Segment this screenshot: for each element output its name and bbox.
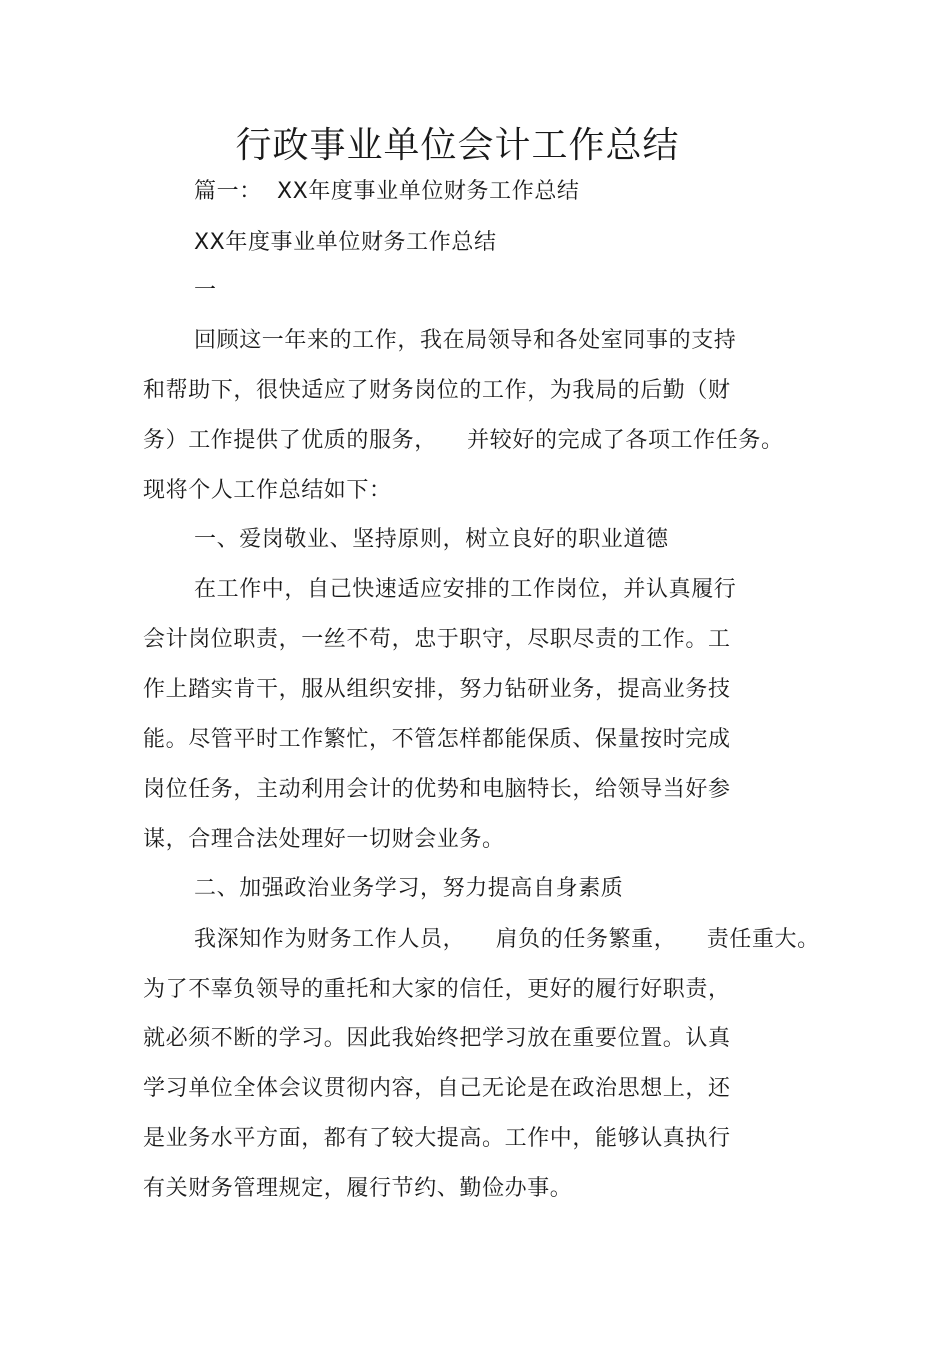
paragraph-line: 会计岗位职责，一丝不苟，忠于职守，尽职尽责的工作。工: [143, 627, 731, 652]
paragraph-line: 就必须不断的学习。因此我始终把学习放在重要位置。认真: [143, 1026, 731, 1051]
paragraph-line: 是业务水平方面，都有了较大提高。工作中，能够认真执行: [143, 1126, 731, 1151]
paragraph-line: 为了不辜负领导的重托和大家的信任，更好的履行好职责，: [143, 977, 731, 1002]
paragraph-line: 岗位任务，主动利用会计的优势和电脑特长，给领导当好参: [143, 777, 731, 802]
chapter-heading: 篇一： XX年度事业单位财务工作总结: [194, 179, 580, 204]
paragraph-line: 能。尽管平时工作繁忙，不管怎样都能保质、保量按时完成: [143, 727, 731, 752]
paragraph-line: 有关财务管理规定，履行节约、勤俭办事。: [143, 1176, 573, 1201]
paragraph-line: 学习单位全体会议贯彻内容，自己无论是在政治思想上，还: [143, 1076, 731, 1101]
paragraph-line: 回顾这一年来的工作，我在局领导和各处室同事的支持: [194, 328, 737, 353]
paragraph-line: 和帮助下，很快适应了财务岗位的工作，为我局的后勤（财: [143, 378, 731, 403]
paragraph-line: 现将个人工作总结如下：: [143, 478, 392, 503]
document-title: 行政事业单位会计工作总结: [235, 125, 680, 166]
section-title: XX年度事业单位财务工作总结: [194, 230, 497, 255]
paragraph-line: 在工作中，自己快速适应安排的工作岗位，并认真履行: [194, 577, 737, 602]
subsection-heading: 二、加强政治业务学习，努力提高自身素质: [194, 876, 624, 901]
paragraph-line: 我深知作为财务工作人员， 肩负的任务繁重， 责任重大。: [194, 927, 820, 952]
paragraph-line: 作上踏实肯干，服从组织安排，努力钻研业务，提高业务技: [143, 677, 731, 702]
section-number: 一: [194, 278, 217, 303]
paragraph-line: 谋，合理合法处理好一切财会业务。: [143, 827, 505, 852]
subsection-heading: 一、爱岗敬业、坚持原则，树立良好的职业道德: [194, 527, 669, 552]
paragraph-line: 务）工作提供了优质的服务， 并较好的完成了各项工作任务。: [143, 428, 784, 453]
